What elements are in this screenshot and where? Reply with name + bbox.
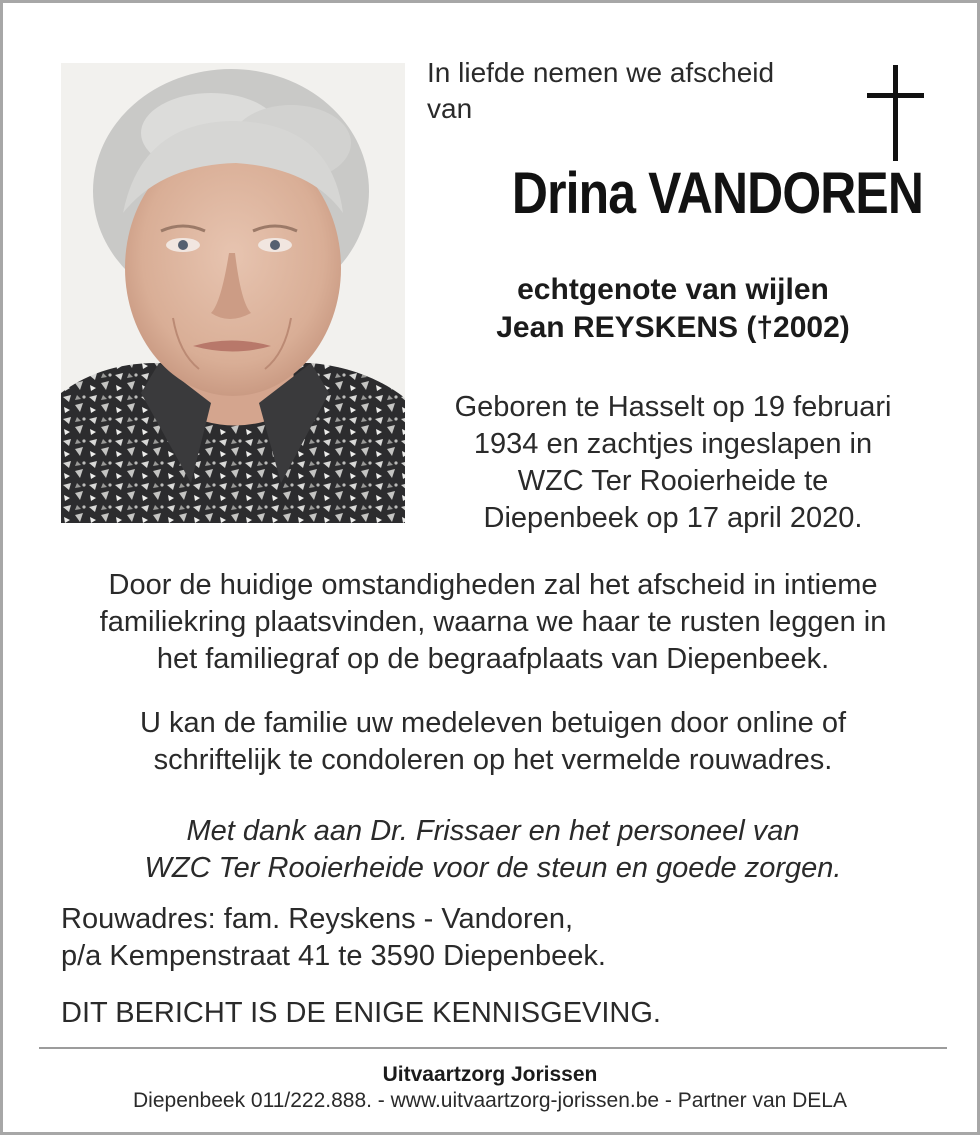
condolence-line: U kan de familie uw medeleven betuigen door online of: [139, 707, 847, 739]
birth-death-line: Geboren te Hasselt op 19 februari: [454, 391, 892, 423]
portrait-photo: [61, 63, 405, 523]
farewell-line: Door de huidige omstandigheden zal het afscheid in intieme: [108, 569, 878, 601]
mourning-address: [61, 901, 941, 975]
condolence-line: schriftelijk te condoleren op het vermelde rouwadres.: [153, 744, 833, 776]
undertaker-name: Uitvaartzorg Jorissen: [382, 1063, 598, 1086]
footer-divider: [39, 1047, 947, 1049]
birth-death-line: WZC Ter Rooierheide te: [517, 465, 829, 497]
thanks-paragraph: [43, 813, 943, 887]
address-line: Rouwadres: fam. Reyskens - Vandoren,: [61, 903, 574, 935]
deceased-name: Drina VANDOREN: [511, 161, 923, 226]
spouse-line-2: Jean REYSKENS (†2002): [496, 311, 850, 344]
farewell-line: het familiegraf op de begraafplaats van Diepenbeek.: [156, 643, 830, 675]
thanks-line: WZC Ter Rooierheide voor de steun en goede zorgen.: [144, 852, 842, 884]
spouse-info: [423, 271, 923, 347]
spouse-line-1: echtgenote van wijlen: [517, 273, 829, 306]
farewell-paragraph: [43, 567, 943, 678]
undertaker-contact: Diepenbeek 011/222.888. - www.uitvaartzorg-jorissen.be - Partner van DELA: [133, 1089, 847, 1112]
thanks-line: Met dank aan Dr. Frissaer en het personeel van: [186, 815, 800, 847]
birth-death-info: [423, 389, 923, 537]
intro-line-1: In liefde nemen we afscheid: [427, 57, 775, 88]
condolence-paragraph: [43, 705, 943, 779]
farewell-line: familiekring plaatsvinden, waarna we haar te rusten leggen in: [99, 606, 887, 638]
address-line: p/a Kempenstraat 41 te 3590 Diepenbeek.: [61, 940, 606, 972]
intro-line-2: van: [427, 93, 473, 124]
birth-death-line: Diepenbeek op 17 april 2020.: [483, 502, 863, 534]
intro-text: [427, 55, 847, 127]
notice-text: DIT BERICHT IS DE ENIGE KENNISGEVING.: [61, 997, 661, 1029]
birth-death-line: 1934 en zachtjes ingeslapen in: [473, 428, 873, 460]
latin-cross-icon: [865, 63, 927, 163]
